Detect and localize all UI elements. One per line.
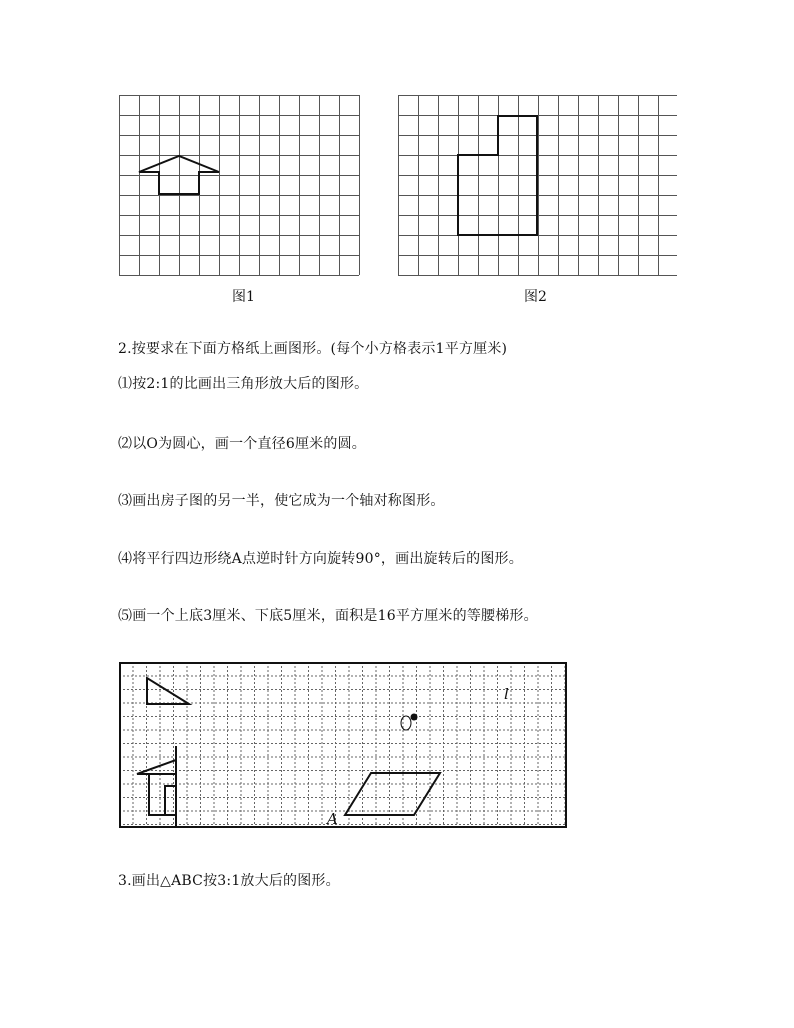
center-point-o [411,714,418,721]
label-l: l [504,685,509,703]
figure1-caption: 图1 [232,289,255,305]
question2-item-2: ⑵以O为圆心，画一个直径6厘米的圆。 [118,436,366,452]
question2-item-4: ⑷将平行四边形绕A点逆时针方向旋转90°，画出旋转后的图形。 [118,551,523,567]
figure2-caption: 图2 [524,289,547,305]
parallelogram [345,773,440,815]
question2-item-3: ⑶画出房子图的另一半，使它成为一个轴对称图形。 [118,493,445,509]
label-a: A [327,810,338,828]
house-door-line [165,786,176,815]
question2-item-1: ⑴按2:1的比画出三角形放大后的图形。 [118,376,369,392]
question2-grid [119,662,567,828]
house-body-line [149,774,176,815]
house-roof-line [137,760,176,774]
figure1-grid [119,95,360,276]
small-triangle [147,678,189,704]
question3-title: 3.画出△ABC按3:1放大后的图形。 [118,873,340,889]
question2-item-5: ⑸画一个上底3厘米、下底5厘米，面积是16平方厘米的等腰梯形。 [118,608,538,624]
question2-title: 2.按要求在下面方格纸上画图形。(每个小方格表示1平方厘米) [118,341,508,357]
figure2-grid [398,95,678,276]
